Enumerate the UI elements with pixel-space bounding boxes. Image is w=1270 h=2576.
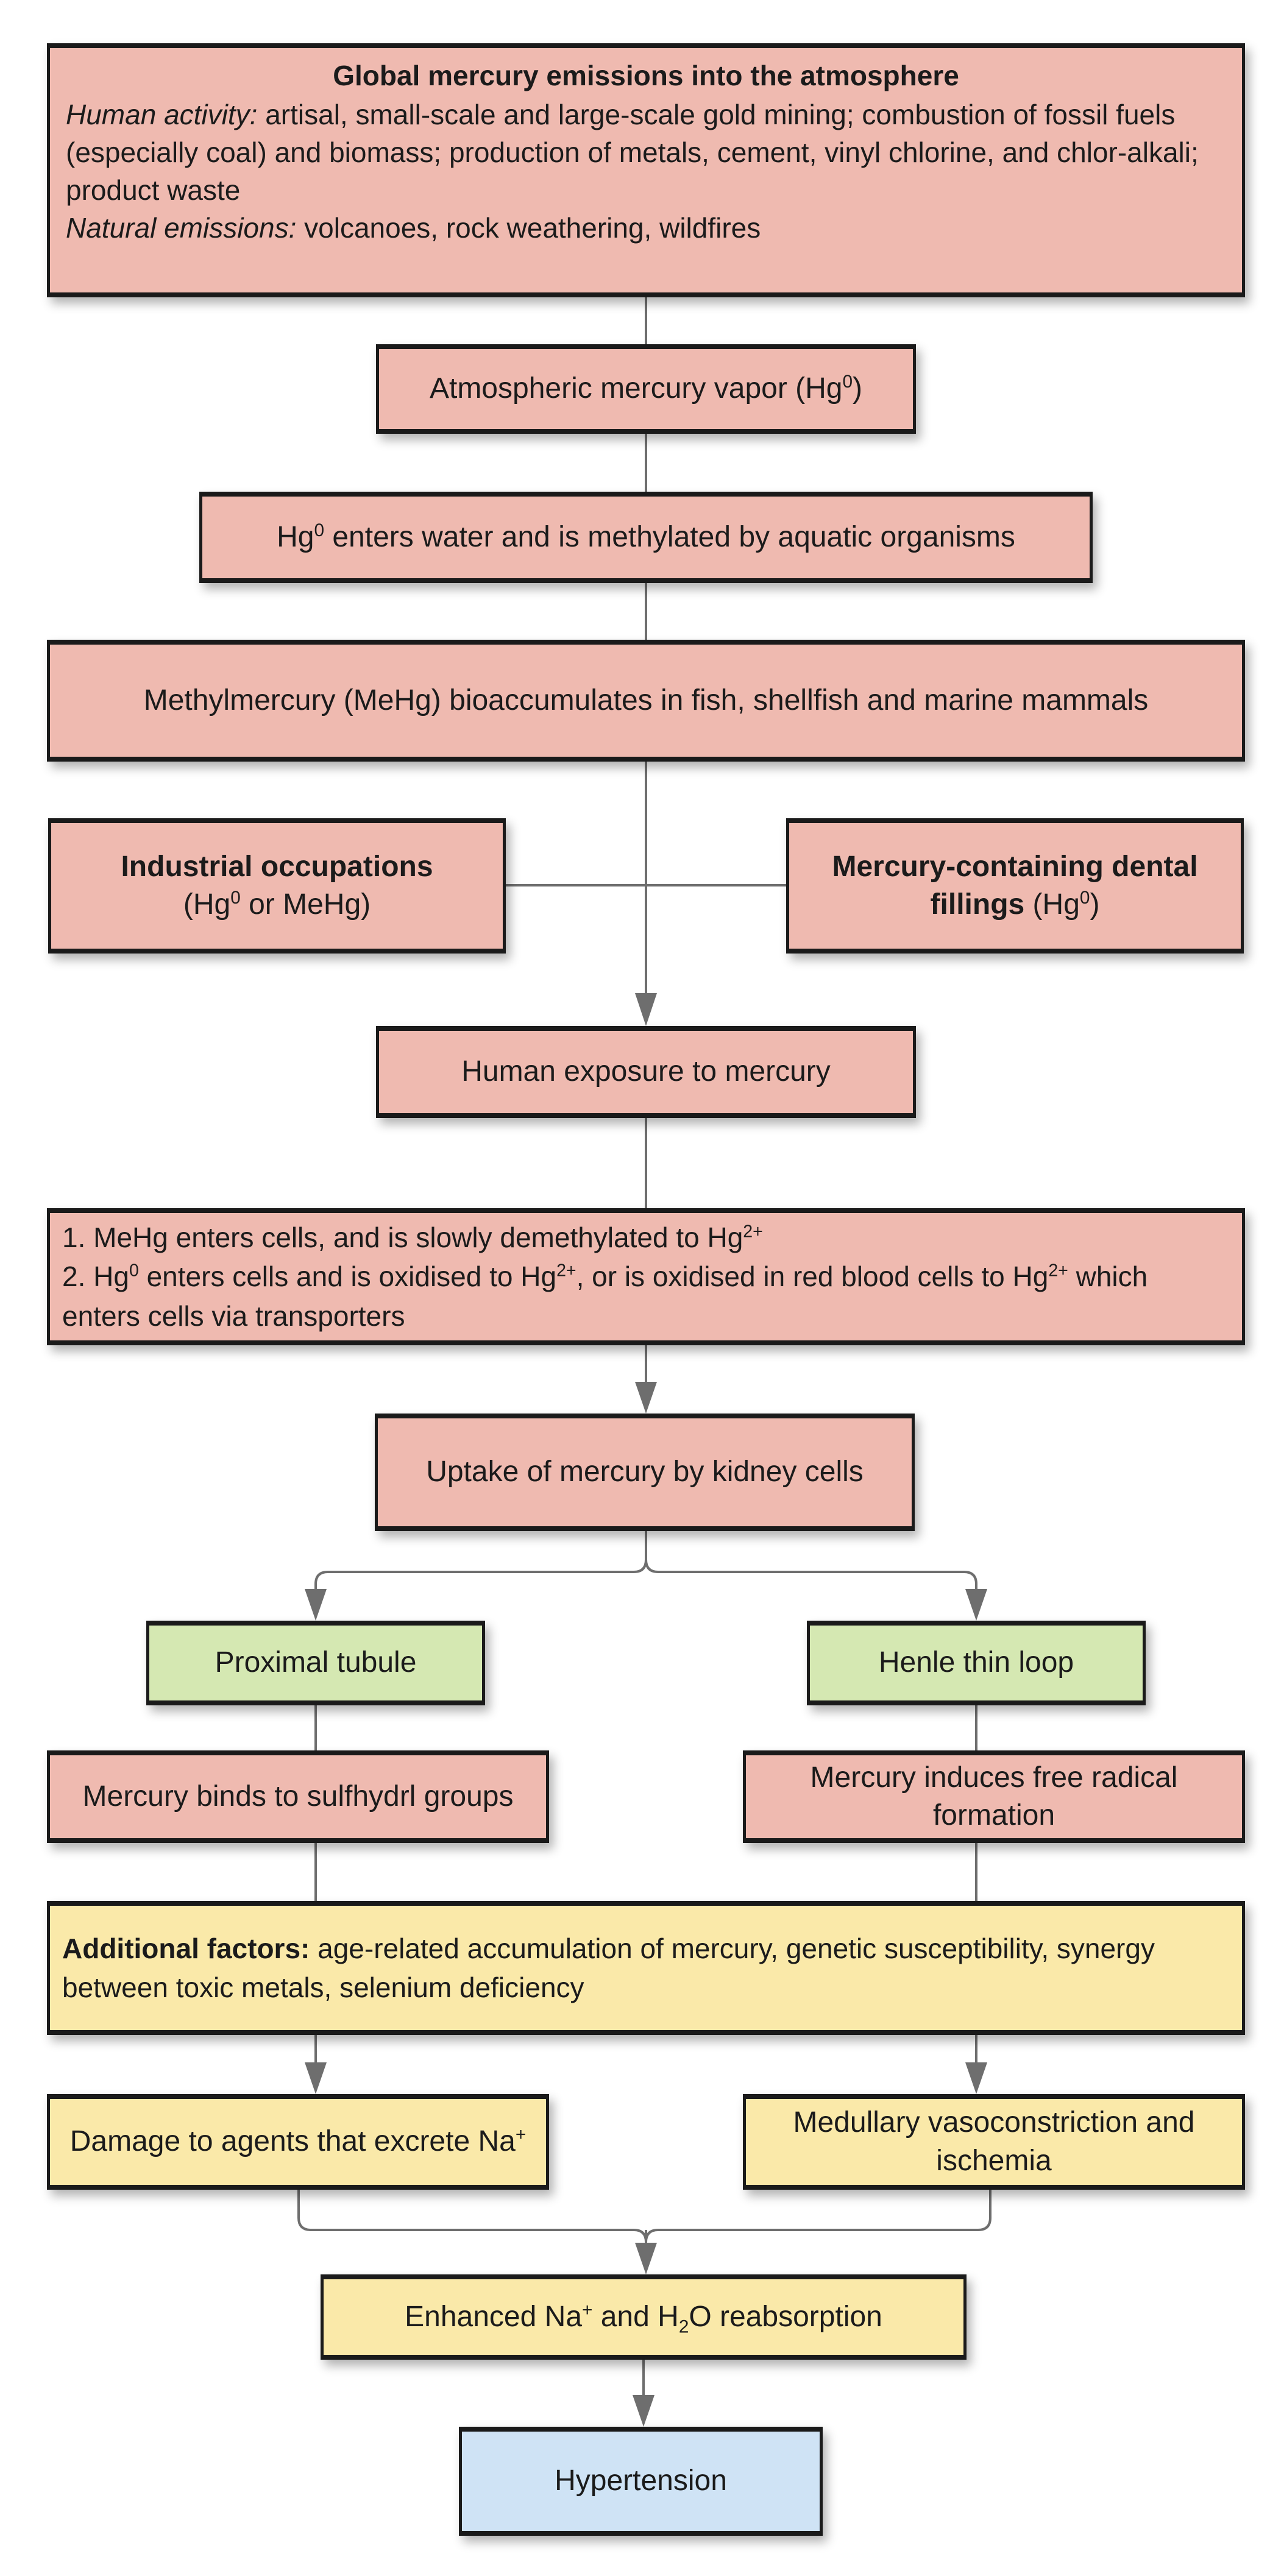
connector-medullary-to-enhanced [646, 2190, 990, 2242]
node-proximal-tubule [146, 1621, 485, 1705]
node-kidney-uptake-label: Uptake of mercury by kidney cells [426, 1456, 864, 1488]
node-medullary-vasoconstriction-label: Medullary vasoconstriction and ischemia [793, 2106, 1195, 2177]
node-henle-thin-loop-label: Henle thin loop [878, 1646, 1074, 1679]
node-free-radical [743, 1750, 1245, 1843]
arrow-down-icon [965, 2062, 987, 2094]
node-damage-excrete-na-label: Damage to agents that excrete Na+ [69, 2125, 527, 2158]
node-bioaccumulates-label: Methylmercury (MeHg) bioaccumulates in fish, shellfish and marine mammals [143, 684, 1149, 717]
connector-lines [299, 297, 990, 2396]
node-hypertension [459, 2427, 823, 2536]
arrow-down-icon [305, 2062, 327, 2094]
node-enters-water-label: Hg$^0$ enters water and is methylated by aquatic organisms [277, 520, 1015, 553]
node-medullary-vasoconstriction [743, 2094, 1245, 2190]
node-industrial-occupations [48, 818, 506, 954]
node-dental-fillings-label: Mercury-containing dental fillings (Hg$^0$) [832, 850, 1198, 921]
node-hypertension-label: Hypertension [555, 2465, 727, 2497]
node-free-radical-label: Mercury induces free radical formation [810, 1761, 1178, 1831]
node-global-emissions [47, 43, 1245, 297]
arrow-down-icon [635, 1382, 657, 1414]
node-proximal-tubule-label: Proximal tubule [215, 1646, 417, 1679]
node-global-emissions-title: Global mercury emissions into the atmosphere [333, 60, 959, 91]
node-atmospheric-vapor [376, 344, 916, 434]
node-cell-entry [47, 1208, 1245, 1345]
node-enhanced-reabsorption-label: Enhanced Na+ and $H_2O$ reabsorption [405, 2299, 882, 2337]
node-atmospheric-vapor-label: Atmospheric mercury vapor (Hg$^0$) [429, 372, 863, 405]
connector-uptake-to-henle [646, 1531, 976, 1590]
arrow-down-icon [633, 2395, 655, 2427]
node-damage-excrete-na [47, 2094, 549, 2190]
node-bioaccumulates [47, 640, 1245, 762]
arrow-down-icon [635, 2243, 657, 2274]
node-additional-factors [47, 1901, 1245, 2035]
node-additional-factors-label: Additional factors: age-related accumulation of mercury, genetic susceptibility, synergy between toxic metals, selenium deficiency [62, 1932, 1155, 2003]
arrow-down-icon [965, 1589, 987, 1621]
connector-damage-to-enhanced [299, 2190, 646, 2242]
node-human-exposure-label: Human exposure to mercury [461, 1055, 831, 1088]
node-henle-thin-loop [807, 1621, 1146, 1705]
node-enhanced-reabsorption [321, 2274, 967, 2360]
node-global-emissions-body: Human activity: artisal, small-scale and large-scale gold mining; combustion of fossil fuels (especially coal) and biomass; production of metals, cement, vinyl chlorine, and chlor-alkali; product waste Natural emissions: volcanoes, rock weathering, wildfires [66, 99, 1199, 244]
node-kidney-uptake [375, 1414, 915, 1531]
connector-uptake-to-proximal [316, 1531, 646, 1590]
node-human-exposure [376, 1026, 916, 1118]
node-industrial-occupations-label: Industrial occupations (Hg$^0$ or MeHg) [121, 850, 433, 921]
node-cell-entry-label: 1. MeHg enters cells, and is slowly demethylated to $Hg^{2+}$ 2. Hg$^0$ enters cells and is oxidised to $Hg^{2+}$, or is oxidised in red blood cells to $Hg^{2+}$ which enters cells via transporters [62, 1221, 1148, 1332]
node-sulfhydryl-binding-label: Mercury binds to sulfhydrl groups [82, 1780, 514, 1813]
node-enters-water [199, 492, 1093, 583]
node-sulfhydryl-binding [47, 1750, 549, 1843]
node-dental-fillings [786, 818, 1244, 954]
arrow-down-icon [305, 1589, 327, 1621]
arrow-down-icon [635, 993, 657, 1026]
